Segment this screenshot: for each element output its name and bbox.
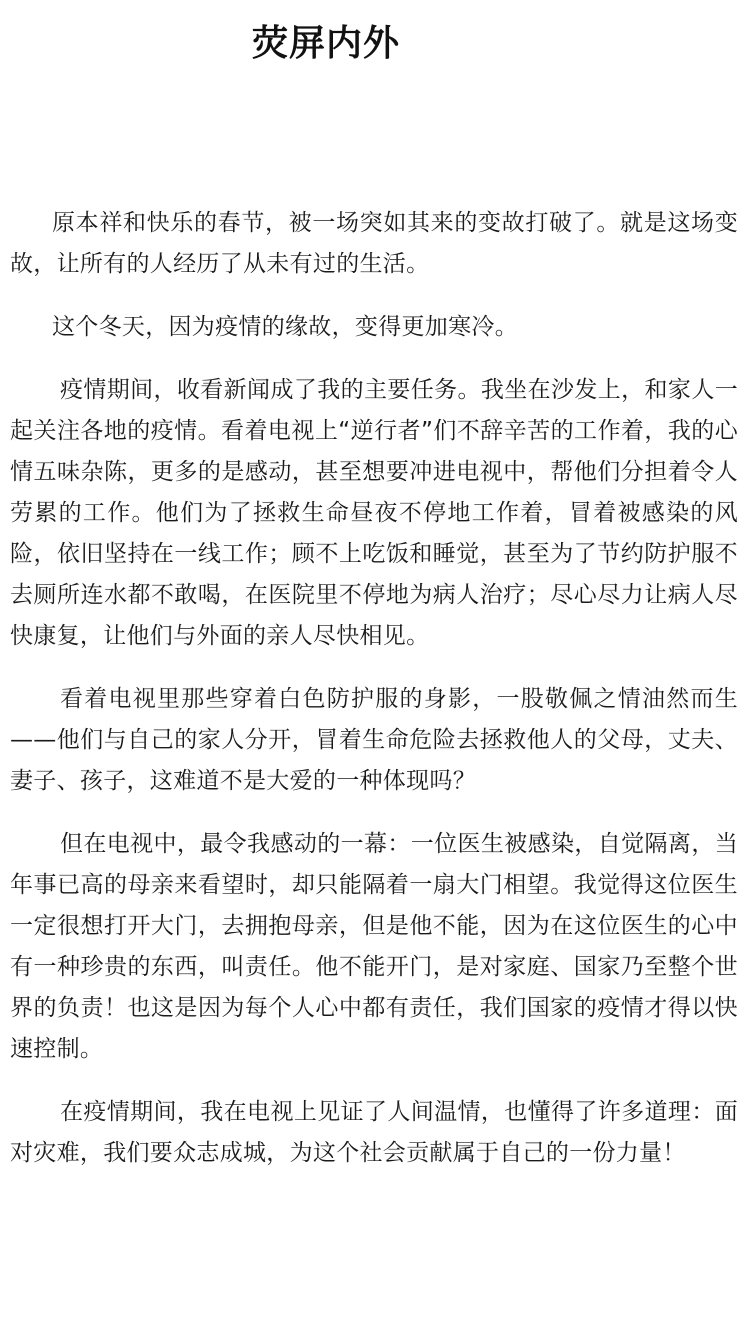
paragraph-1: 原本祥和快乐的春节，被一场突如其来的变故打破了。就是这场变故，让所有的人经历了从未有过的生活。: [10, 210, 738, 277]
article-title: 荧屏内外: [252, 23, 401, 64]
paragraph-6: 在疫情期间，我在电视上见证了人间温情，也懂得了许多道理：面对灾难，我们要众志成城，为这个社会贡献属于自己的一份力量！: [10, 1099, 738, 1166]
article-body: [10, 203, 738, 1196]
paragraph-5: 但在电视中，最令我感动的一幕：一位医生被感染，自觉隔离，当年事已高的母亲来看望时，却只能隔着一扇大门相望。我觉得这位医生一定很想打开大门，去拥抱母亲，但是他不能，因为在这位医生的心中有一种珍贵的东西，叫责任。他不能开门，是对家庭、国家乃至整个世界的负责！也这是因为每个人心中都有责任，我们国家的疫情才得以快速控制。: [10, 831, 738, 1062]
paragraph-4: 看着电视里那些穿着白色防护服的身影，一股敬佩之情油然而生——他们与自己的家人分开，冒着生命危险去拯救他人的父母，丈夫、妻子、孩子，这难道不是大爱的一种体现吗？: [10, 686, 738, 794]
paragraph-2: 这个冬天，因为疫情的缘故，变得更加寒冷。: [52, 314, 518, 340]
paragraph-3: 疫情期间，收看新闻成了我的主要任务。我坐在沙发上，和家人一起关注各地的疫情。看着电视上“逆行者”们不辞辛苦的工作着，我的心情五味杂陈，更多的是感动，甚至想要冲进电视中，帮他们分担着令人劳累的工作。他们为了拯救生命昼夜不停地工作着，冒着被感染的风险，依旧坚持在一线工作；顾不上吃饭和睡觉，甚至为了节约防护服不去厕所连水都不敢喝，在医院里不停地为病人治疗；尽心尽力让病人尽快康复，让他们与外面的亲人尽快相见。: [10, 377, 738, 649]
